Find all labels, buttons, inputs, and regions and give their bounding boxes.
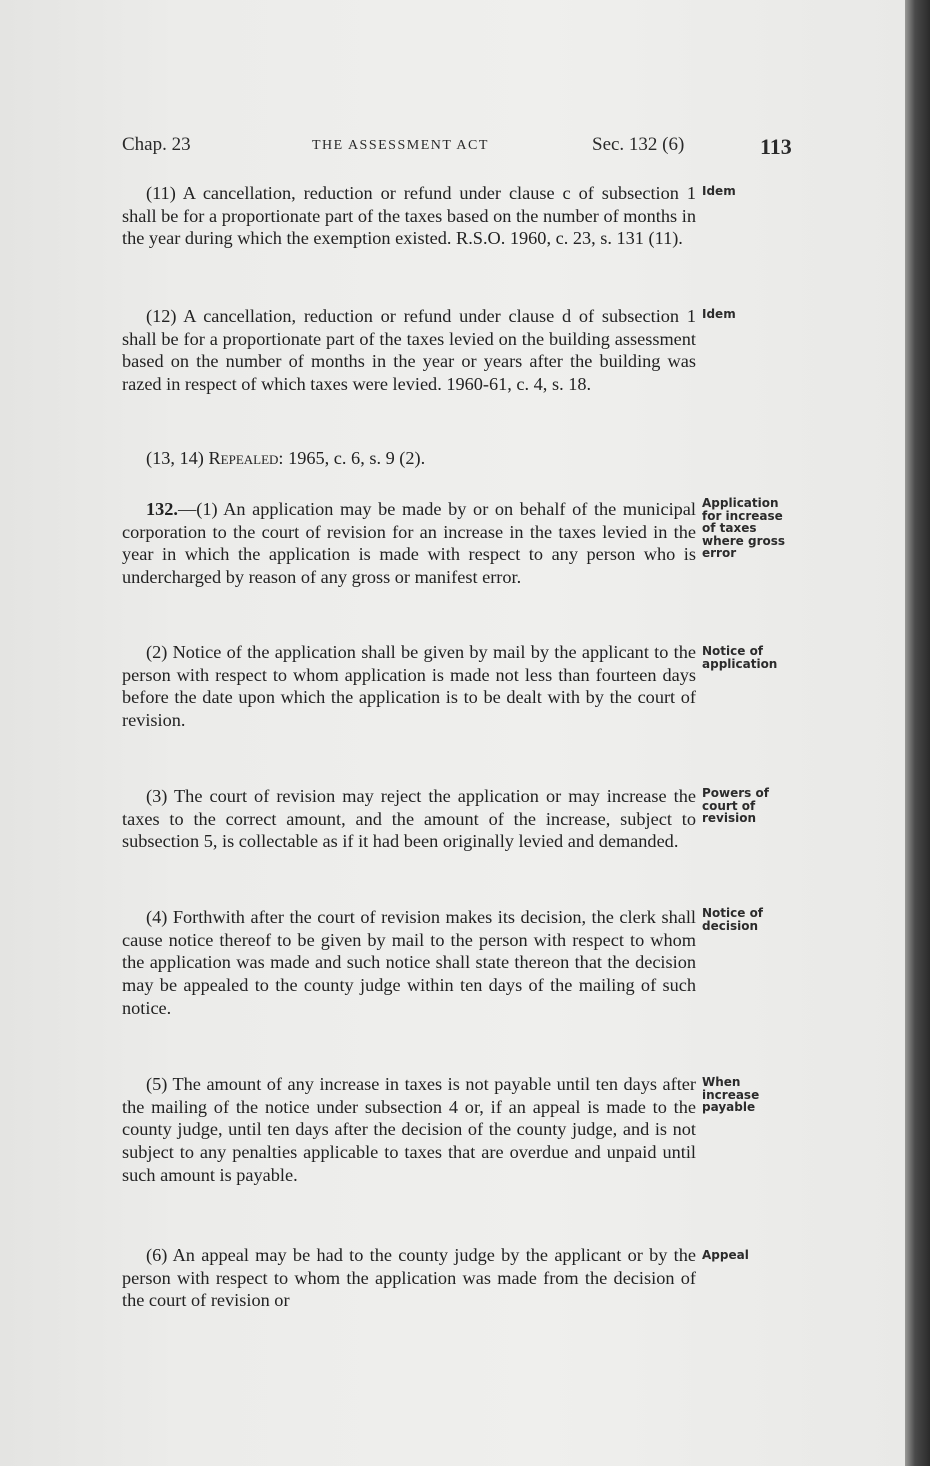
margin-note-when-payable: When increase payable — [702, 1075, 760, 1114]
page-number: 113 — [760, 134, 792, 159]
margin-note-powers: Powers of court of revision — [702, 786, 769, 825]
paragraph-4: (4) Forthwith after the court of revision makes its decision, the clerk shall cause notice thereof to be given by mail to the person with respect to whom the application was made and such notice shall state thereon that the decision may be appealed to the county judge within ten days of the mailing of such notice. — [122, 907, 696, 1018]
margin-note-idem-1: Idem — [702, 184, 736, 198]
margin-note-application: Application for increase of taxes where gross error — [702, 496, 786, 560]
margin-note-notice-of-application: Notice of application — [702, 644, 778, 671]
paragraph-6: (6) An appeal may be had to the county judge by the applicant or by the person with respect to whom the application was made from the decision of the court of revision or — [122, 1245, 696, 1311]
paragraph-13-14 — [122, 447, 696, 470]
section-number: 132. — [146, 499, 178, 519]
section-132-paragraph-1 — [122, 498, 696, 589]
book-spine-shadow — [905, 0, 930, 1466]
paragraph-3: (3) The court of revision may reject the application or may increase the taxes to the correct amount, and the amount of the increase, subject to subsection 5, is collectable as if it had been originally levied and demanded. — [122, 786, 696, 852]
running-title: THE ASSESSMENT ACT — [312, 138, 489, 153]
paragraph-12: (12) A cancellation, reduction or refund under clause d of subsection 1 shall be for a proportionate part of the taxes levied on the building assessment based on the number of months in the year or years after the building was razed in respect of which taxes were levied. 1960-61, c. 4, s. 18. — [122, 306, 696, 395]
chapter-label: Chap. 23 — [122, 134, 191, 155]
paragraph-2: (2) Notice of the application shall be given by mail by the applicant to the person with respect to whom application is made not less than fourteen days before the date upon which the application is to be dealt with by the court of revision. — [122, 642, 696, 731]
subsection-number: (13, 14) — [146, 448, 204, 468]
repealed-label: Repealed: — [208, 448, 284, 468]
paragraph-5: (5) The amount of any increase in taxes is not payable until ten days after the mailing of the notice under subsection 4 or, if an appeal is made to the county judge, until ten days after the decision of the county judge, and is not subject to any penalties applicable to taxes that are overdue and unpaid until such amount is payable. — [122, 1074, 696, 1185]
section-label: Sec. 132 (6) — [592, 134, 685, 155]
margin-note-idem-2: Idem — [702, 307, 736, 321]
repeal-citation: 1965, c. 6, s. 9 (2). — [288, 448, 426, 468]
margin-note-notice-of-decision: Notice of decision — [702, 906, 764, 933]
paragraph-11: (11) A cancellation, reduction or refund under clause c of subsection 1 shall be for a proportionate part of the taxes based on the number of months in the year during which the exemption existed. R.S.O. 1960, c. 23, s. 131 (11). — [122, 183, 696, 249]
section-132-text: —(1) An application may be made by or on behalf of the municipal corporation to the court of revision for an increase in the taxes levied in the year in which the application is made with respect to any person who is undercharged by reason of any gross or manifest error. — [122, 499, 696, 588]
margin-note-appeal: Appeal — [702, 1248, 749, 1262]
page-header — [122, 134, 807, 164]
